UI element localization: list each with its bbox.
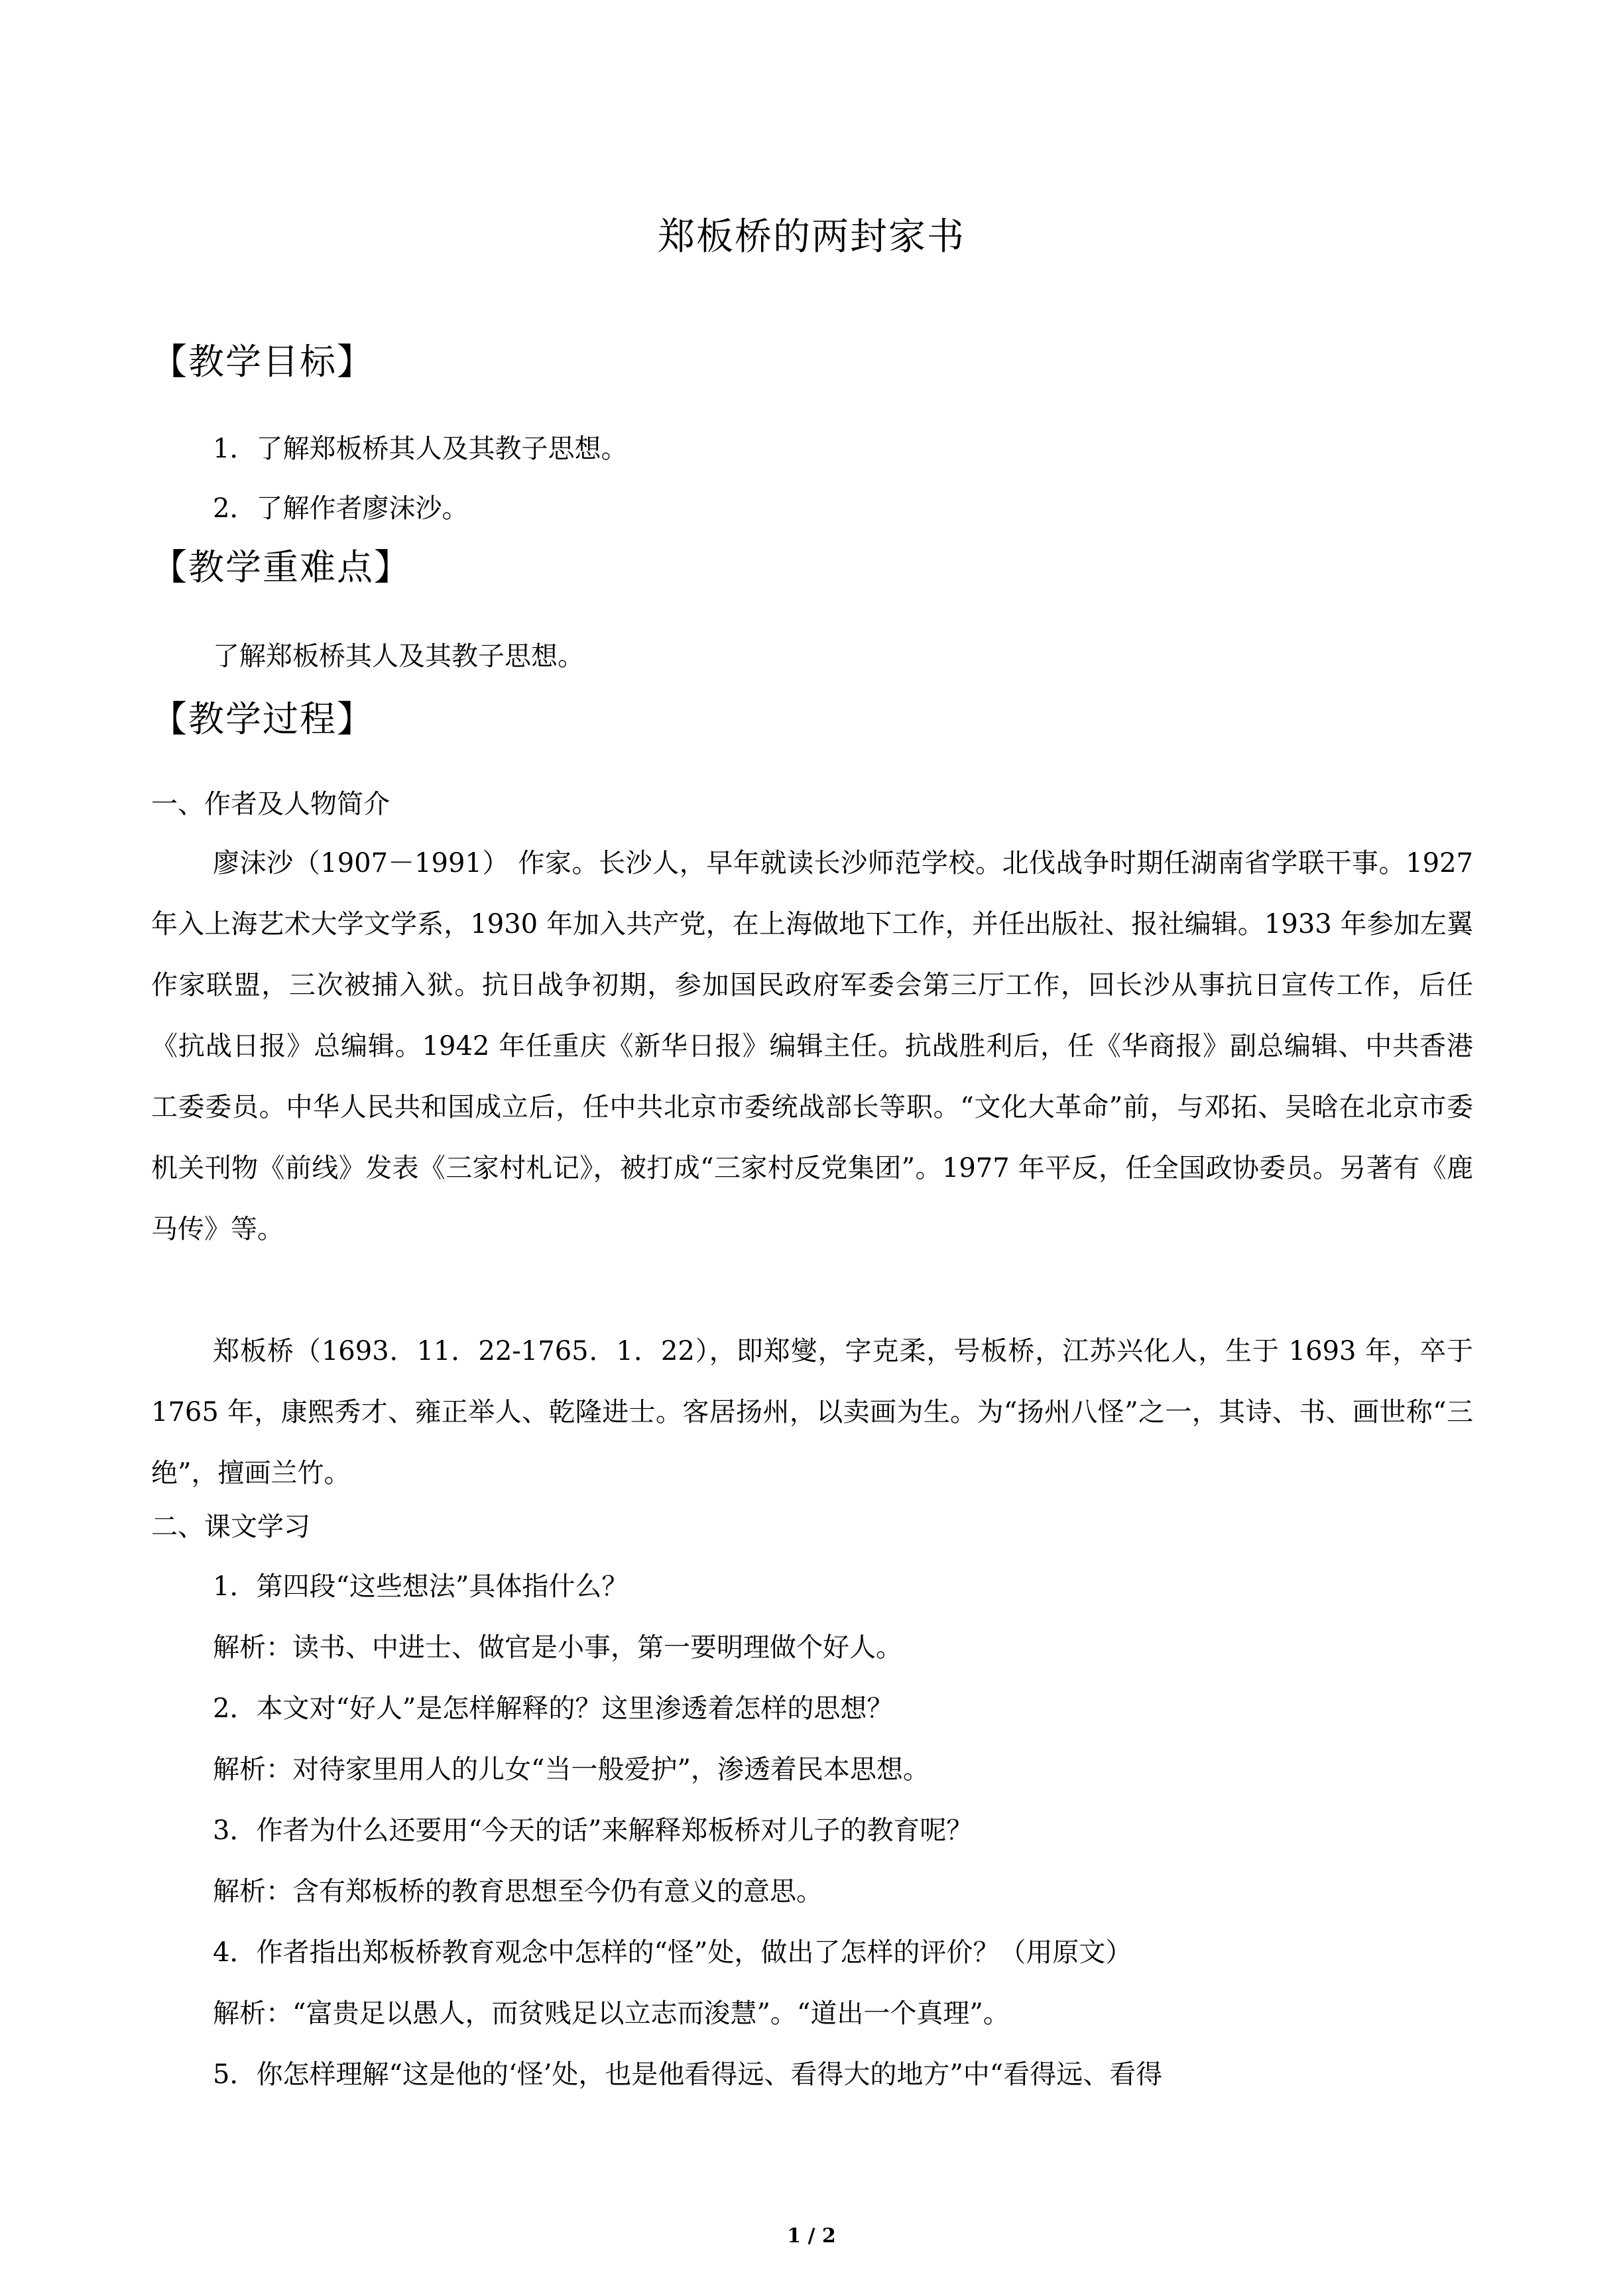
question-5: 5．你怎样理解“这是他的‘怪’处，也是他看得远、看得大的地方”中“看得远、看得	[213, 2059, 1163, 2090]
page-title: 郑板桥的两封家书	[658, 215, 965, 259]
question-3: 3．作者为什么还要用“今天的话”来解释郑板桥对儿子的教育呢？	[213, 1815, 973, 1846]
section-heading-goals: 【教学目标】	[151, 341, 374, 383]
section-heading-process: 【教学过程】	[151, 698, 374, 740]
part2-heading: 二、课文学习	[151, 1512, 310, 1542]
answer-2: 解析：对待家里用人的儿女“当一般爱护”，渗透着民本思想。	[213, 1754, 930, 1785]
author-bio-paragraph: 廖沫沙（1907－1991） 作家。长沙人，早年就读长沙师范学校。北伐战争时期任湖南省学联干事。1927 年入上海艺术大学文学系，1930 年加入共产党，在上海做地下工作，并任出版社、报社编辑。1933 年参加左翼作家联盟，三次被捕入狱。抗日战争初期，参加国民政府军委会第三厅工作，回长沙从事抗日宣传工作，后任《抗战日报》总编辑。1942 年任重庆《新华日报》编辑主任。抗战胜利后，任《华商报》副总编辑、中共香港工委委员。中华人民共和国成立后，任中共北京市委统战部长等职。“文化大革命”前，与邓拓、吴晗在北京市委机关刊物《前线》发表《三家村札记》，被打成“三家村反党集团”。1977 年平反，任全国政协委员。另著有《鹿马传》等。	[151, 848, 1473, 1244]
goal-item-2: 2．了解作者廖沫沙。	[213, 493, 469, 524]
question-1: 1．第四段“这些想法”具体指什么？	[213, 1571, 629, 1602]
question-4: 4．作者指出郑板桥教育观念中怎样的“怪”处，做出了怎样的评价？（用原文）	[213, 1937, 1132, 1968]
section-heading-key-points: 【教学重难点】	[151, 546, 411, 588]
answer-1: 解析：读书、中进士、做官是小事，第一要明理做个好人。	[213, 1632, 902, 1663]
question-2: 2．本文对“好人”是怎样解释的？这里渗透着怎样的思想？	[213, 1693, 894, 1724]
answer-4: 解析：“富贵足以愚人，而贫贱足以立志而浚慧”。“道出一个真理”。	[213, 1998, 1010, 2029]
zheng-bio-paragraph: 郑板桥（1693．11．22-1765．1．22），即郑燮，字克柔，号板桥，江苏兴化人，生于 1693 年，卒于 1765 年，康熙秀才、雍正举人、乾隆进士。客居扬州，以卖画为生。为“扬州八怪”之一，其诗、书、画世称“三绝”，擅画兰竹。	[151, 1336, 1473, 1488]
key-points-text: 了解郑板桥其人及其教子思想。	[213, 641, 584, 672]
answer-3: 解析：含有郑板桥的教育思想至今仍有意义的意思。	[213, 1876, 823, 1907]
page-number: 1 / 2	[787, 2224, 836, 2248]
part1-heading: 一、作者及人物简介	[151, 789, 390, 819]
goal-item-1: 1．了解郑板桥其人及其教子思想。	[213, 434, 628, 464]
